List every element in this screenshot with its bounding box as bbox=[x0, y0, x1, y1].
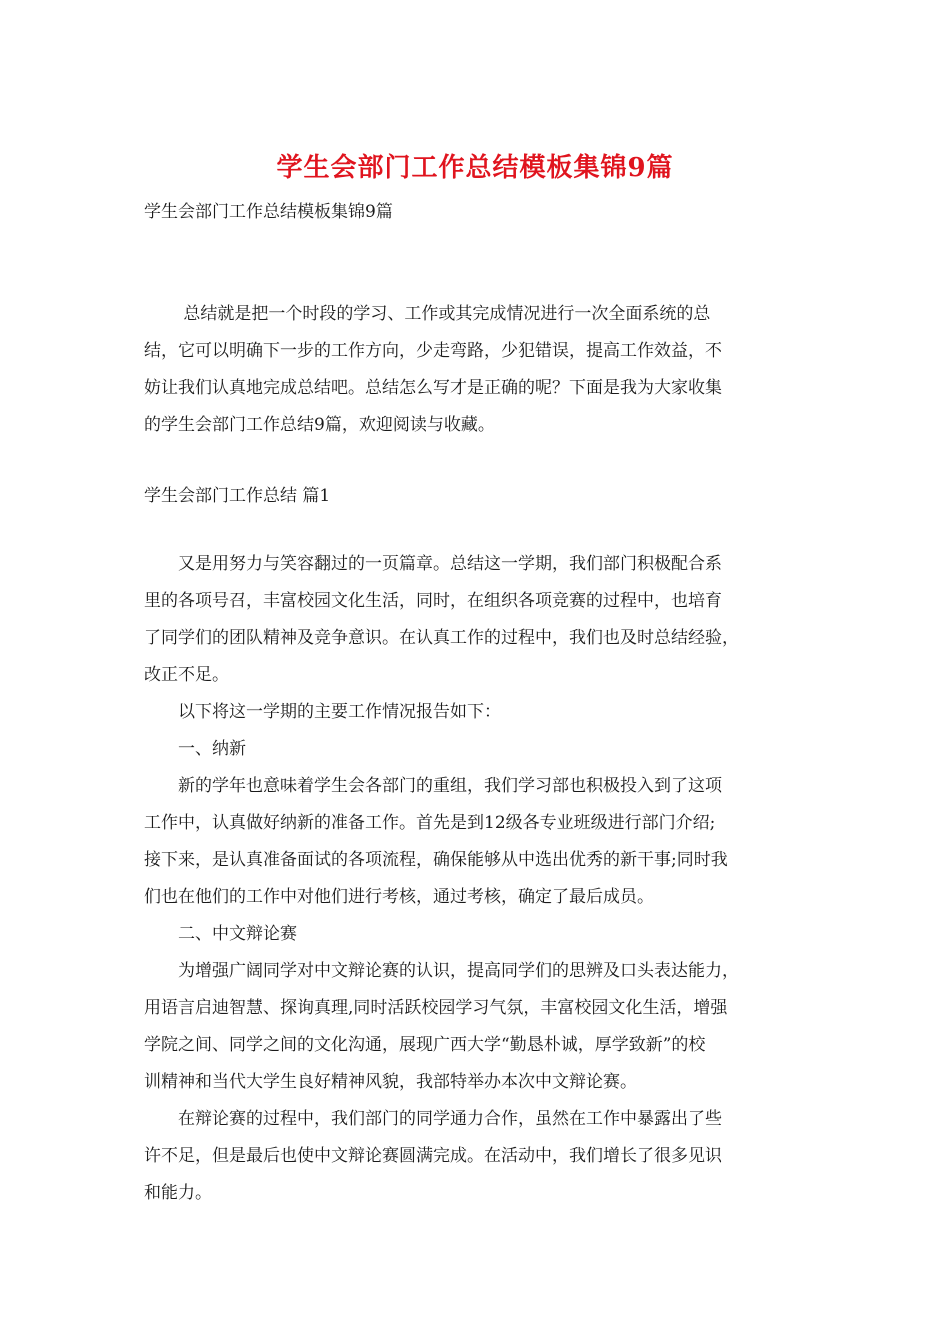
body-line: 在辩论赛的过程中，我们部门的同学通力合作，虽然在工作中暴露出了些 bbox=[144, 1109, 722, 1129]
body-line: 工作中，认真做好纳新的准备工作。首先是到12级各专业班级进行部门介绍; bbox=[144, 813, 716, 833]
subheading-line: 二、中文辩论赛 bbox=[144, 924, 297, 944]
body-line: 新的学年也意味着学生会各部门的重组，我们学习部也积极投入到了这项 bbox=[144, 776, 722, 796]
section-body bbox=[144, 546, 814, 1212]
body-line: 学院之间、同学之间的文化沟通，展现广西大学“勤恳朴诚，厚学致新”的校 bbox=[144, 1035, 706, 1055]
body-line: 以下将这一学期的主要工作情况报告如下： bbox=[144, 702, 501, 722]
body-line: 训精神和当代大学生良好精神风貌，我部特举办本次中文辩论赛。 bbox=[144, 1072, 637, 1092]
subheading-line: 一、纳新 bbox=[144, 739, 246, 759]
body-line: 为增强广阔同学对中文辩论赛的认识，提高同学们的思辨及口头表达能力， bbox=[144, 961, 739, 981]
body-line: 许不足，但是最后也使中文辩论赛圆满完成。在活动中，我们增长了很多见识 bbox=[144, 1146, 722, 1166]
intro-line: 妨让我们认真地完成总结吧。总结怎么写才是正确的呢？下面是我为大家收集 bbox=[144, 378, 722, 398]
intro-line: 结，它可以明确下一步的工作方向，少走弯路，少犯错误，提高工作效益，不 bbox=[144, 341, 722, 361]
body-line: 里的各项号召，丰富校园文化生活，同时，在组织各项竞赛的过程中，也培育 bbox=[144, 591, 722, 611]
body-line: 用语言启迪智慧、探询真理,同时活跃校园学习气氛，丰富校园文化生活，增强 bbox=[144, 998, 728, 1018]
body-line: 接下来，是认真准备面试的各项流程，确保能够从中选出优秀的新干事;同时我 bbox=[144, 850, 728, 870]
intro-line: 总结就是把一个时段的学习、工作或其完成情况进行一次全面系统的总 bbox=[144, 304, 711, 324]
body-line: 了同学们的团队精神及竞争意识。在认真工作的过程中，我们也及时总结经验， bbox=[144, 628, 739, 648]
document-subtitle: 学生会部门工作总结模板集锦9篇 bbox=[144, 202, 393, 222]
body-line: 又是用努力与笑容翻过的一页篇章。总结这一学期，我们部门积极配合系 bbox=[144, 554, 722, 574]
section-heading: 学生会部门工作总结 篇1 bbox=[144, 486, 331, 506]
body-line: 们也在他们的工作中对他们进行考核，通过考核，确定了最后成员。 bbox=[144, 887, 654, 907]
intro-paragraph bbox=[144, 296, 814, 444]
body-line: 改正不足。 bbox=[144, 665, 229, 685]
intro-line: 的学生会部门工作总结9篇，欢迎阅读与收藏。 bbox=[144, 415, 495, 435]
body-line: 和能力。 bbox=[144, 1183, 212, 1203]
document-title: 学生会部门工作总结模板集锦9篇 bbox=[276, 153, 674, 183]
